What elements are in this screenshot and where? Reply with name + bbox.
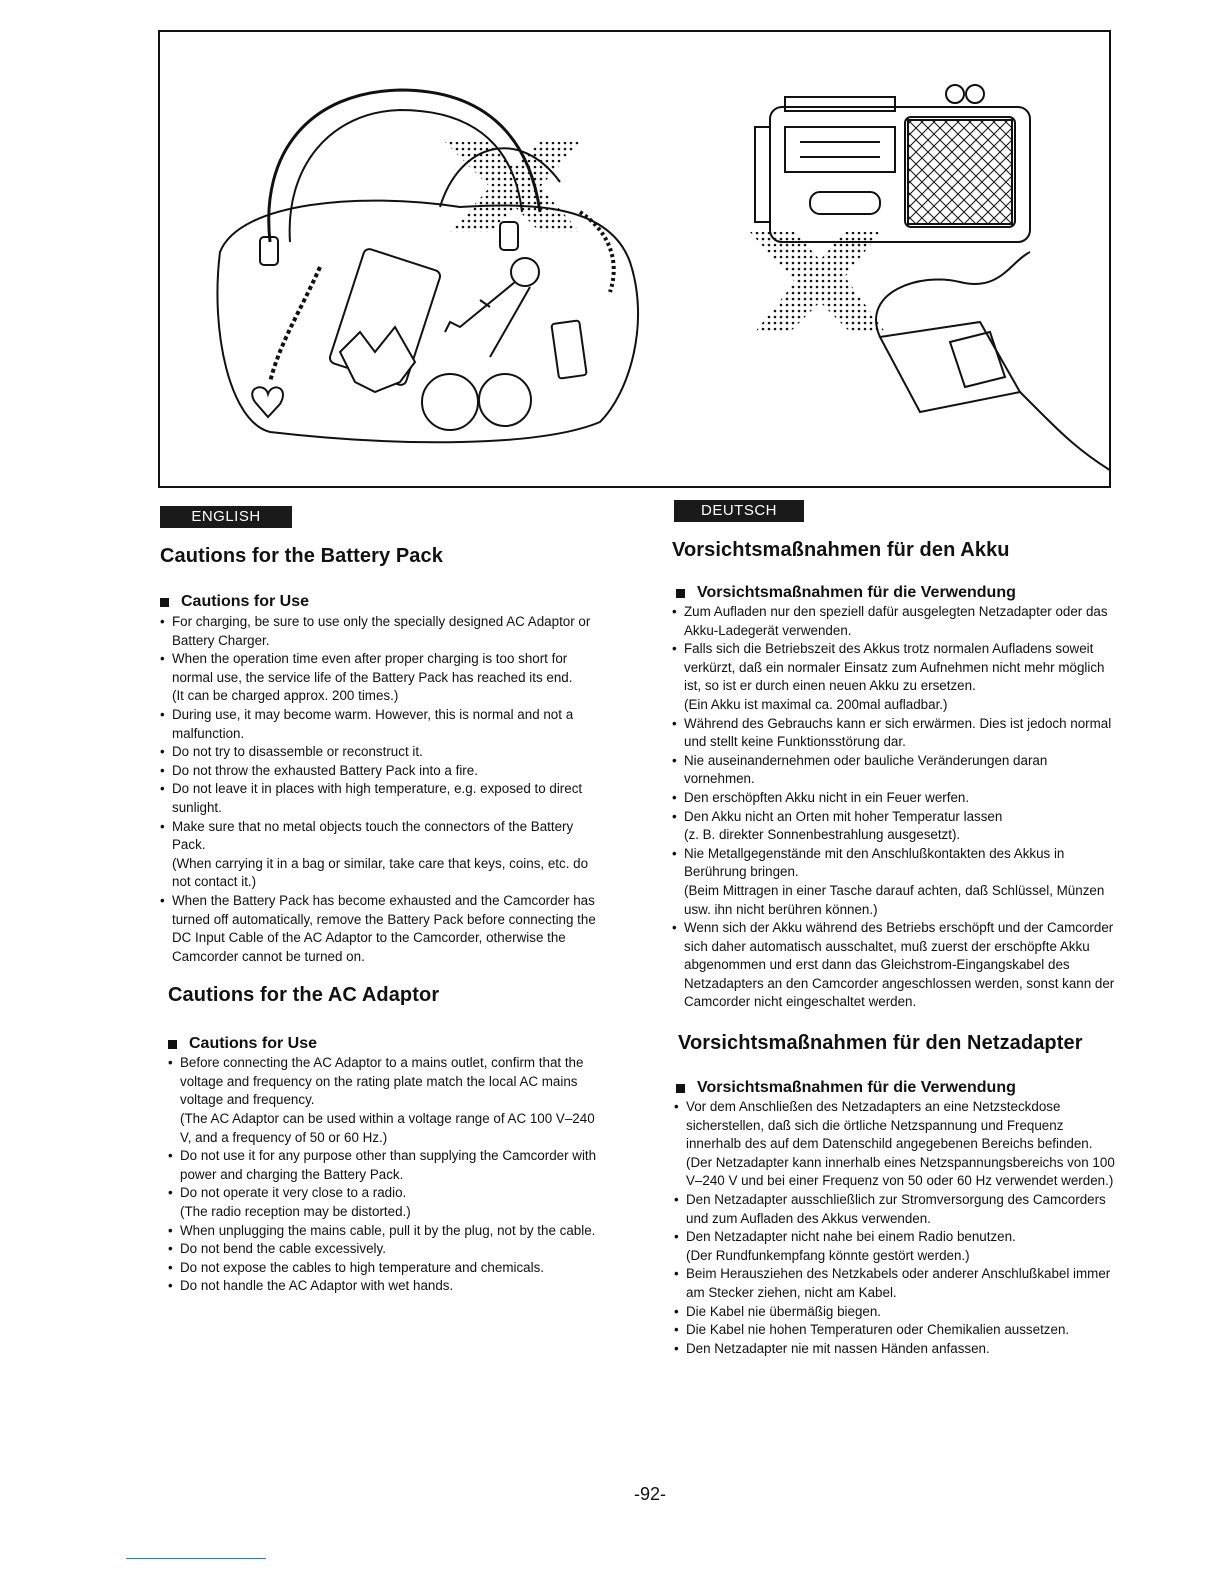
list-item: • Do not handle the AC Adaptor with wet hands.	[168, 1278, 454, 1294]
adaptor-subtitle-en: Cautions for Use	[160, 1035, 605, 1053]
list-item: • Die Kabel nie hohen Temperaturen oder Chemikalien aussetzen.	[674, 1322, 1070, 1338]
list-item: • Do not use it for any purpose other than supplying the Camcorder with power and charging the Battery Pack.	[168, 1148, 597, 1182]
list-item: • For charging, be sure to use only the specially designed AC Adaptor or Battery Charger.	[160, 614, 591, 648]
list-item: • Do not expose the cables to high temperature and chemicals.	[168, 1259, 544, 1275]
battery-section-title-de: Vorsichtsmaßnahmen für den Akku	[672, 539, 1010, 561]
list-item: • Die Kabel nie übermäßig biegen.	[674, 1303, 882, 1319]
adaptor-section-title-de: Vorsichtsmaßnahmen für den Netzadapter	[678, 1032, 1083, 1055]
radio-illustration	[755, 85, 1030, 242]
list-item: • When the Battery Pack has become exhausted and the Camcorder has turned off automatically, remove the Battery Pack before connecting the DC Input Cable of the AC Adaptor to the Camcorder, otherwise the Camcorder cannot be turned on.	[160, 892, 596, 964]
list-item: • Falls sich die Betriebszeit des Akkus trotz normalen Aufladens soweit verkürzt, daß ein normaler Einsatz zum Aufnehmen nicht mehr möglich ist, so ist er durch einen neuen Akku zu ersetzen. (Ein Akku ist maximal ca. 200mal aufladbar.)	[672, 641, 1105, 712]
illustration-frame	[158, 30, 1111, 488]
square-bullet-icon	[160, 598, 169, 607]
adaptor-section-title-en: Cautions for the AC Adaptor	[168, 984, 440, 1007]
english-tab: ENGLISH	[160, 506, 292, 528]
deutsch-column	[672, 539, 1117, 1358]
adaptor-subtitle-de: Vorsichtsmaßnahmen für die Verwendung	[672, 1079, 1117, 1097]
list-item: • Den erschöpften Akku nicht in ein Feuer werfen.	[672, 789, 970, 805]
list-item: • When the operation time even after proper charging is too short for normal use, the service life of the Battery Pack has reached its end. (It can be charged approx. 200 times.)	[160, 651, 573, 704]
list-item: • Before connecting the AC Adaptor to a mains outlet, confirm that the voltage and frequency on the rating plate match the local AC mains voltage and frequency. (The AC Adaptor can be used within a voltage range of AC 100 V–240 V, and a frequency of 50 or 60 Hz.)	[168, 1055, 595, 1145]
battery-cautions-list-de	[672, 603, 1117, 1012]
list-item: • Den Akku nicht an Orten mit hoher Temperatur lassen (z. B. direkter Sonnenbestrahlung ausgesetzt).	[672, 808, 1003, 843]
english-column	[160, 545, 605, 1296]
list-item: • Zum Aufladen nur den speziell dafür ausgelegten Netzadapter oder das Akku-Ladegerät verwenden.	[672, 604, 1108, 638]
adaptor-cautions-list-en	[160, 1054, 605, 1296]
list-item: • Wenn sich der Akku während des Betriebs erschöpft und der Camcorder sich daher automatisch ausschaltet, muß zuerst der erschöpfte Akku abgenommen und erst dann das Gleichstrom-Eingangskabel des Netzadapters an den Camcorder angeschlossen werden, sonst kann der Camcorder nicht eingeschaltet werden.	[672, 920, 1115, 1010]
list-item: • Do not operate it very close to a radio. (The radio reception may be distorted.)	[168, 1185, 411, 1220]
battery-subtitle-de: Vorsichtsmaßnahmen für die Verwendung	[672, 584, 1117, 602]
square-bullet-icon	[168, 1040, 177, 1049]
adaptor-cautions-list-de	[672, 1098, 1117, 1358]
battery-subtitle-en: Cautions for Use	[160, 593, 605, 611]
list-item: • Beim Herausziehen des Netzkabels oder anderer Anschlußkabel immer am Stecker ziehen, nicht am Kabel.	[674, 1266, 1111, 1300]
list-item: • Make sure that no metal objects touch the connectors of the Battery Pack. (When carrying it in a bag or similar, take care that keys, coins, etc. do not contact it.)	[160, 818, 589, 890]
page-number: -92-	[633, 1484, 666, 1504]
deutsch-tab: DEUTSCH	[674, 500, 804, 522]
cautions-illustration	[160, 32, 1111, 488]
ac-adaptor-illustration	[876, 252, 1111, 472]
list-item: • Den Netzadapter nicht nahe bei einem Radio benutzen. (Der Rundfunkempfang könnte gestört werden.)	[674, 1229, 1016, 1263]
list-item: • Do not leave it in places with high temperature, e.g. exposed to direct sunlight.	[160, 781, 583, 815]
list-item: • Do not try to disassemble or reconstruct it.	[160, 744, 423, 760]
list-item: • Vor dem Anschließen des Netzadapters an eine Netzsteckdose sicherstellen, daß sich die örtliche Netzspannung und Frequenz innerhalb des auf dem Datenschild angegebenen Bereichs befinden. (Der Netzadapter kann innerhalb eines Netzspannungsbereichs von 100 V–240 V und bei einer Frequenz von 50 oder 60 Hz verwendet werden.)	[674, 1099, 1115, 1189]
list-item: • Während des Gebrauchs kann er sich erwärmen. Dies ist jedoch normal und stellt keine Funktionsstörung dar.	[672, 715, 1112, 750]
list-item: • Den Netzadapter nie mit nassen Händen anfassen.	[674, 1340, 990, 1356]
list-item: • Do not bend the cable excessively.	[168, 1241, 386, 1257]
list-item: • When unplugging the mains cable, pull it by the plug, not by the cable.	[168, 1222, 596, 1238]
list-item: • Nie Metallgegenstände mit den Anschlußkontakten des Akkus in Berührung bringen. (Beim Mittragen in einer Tasche darauf achten, daß Schlüssel, Münzen usw. ihn nicht berühren können.)	[672, 845, 1105, 917]
battery-section-title-en: Cautions for the Battery Pack	[160, 545, 443, 567]
list-item: • Den Netzadapter ausschließlich zur Stromversorgung des Camcorders und zum Aufladen des Akkus verwenden.	[674, 1192, 1106, 1226]
list-item: • Do not throw the exhausted Battery Pack into a fire.	[160, 762, 478, 778]
list-item: • Nie auseinandernehmen oder bauliche Veränderungen daran vornehmen.	[672, 752, 1048, 787]
prohibited-x-adaptor	[750, 232, 885, 332]
list-item: • During use, it may become warm. However, this is normal and not a malfunction.	[160, 706, 574, 741]
battery-cautions-list-en	[160, 613, 605, 966]
square-bullet-icon	[676, 589, 685, 598]
square-bullet-icon	[676, 1084, 685, 1093]
footer-rule	[126, 1558, 266, 1559]
